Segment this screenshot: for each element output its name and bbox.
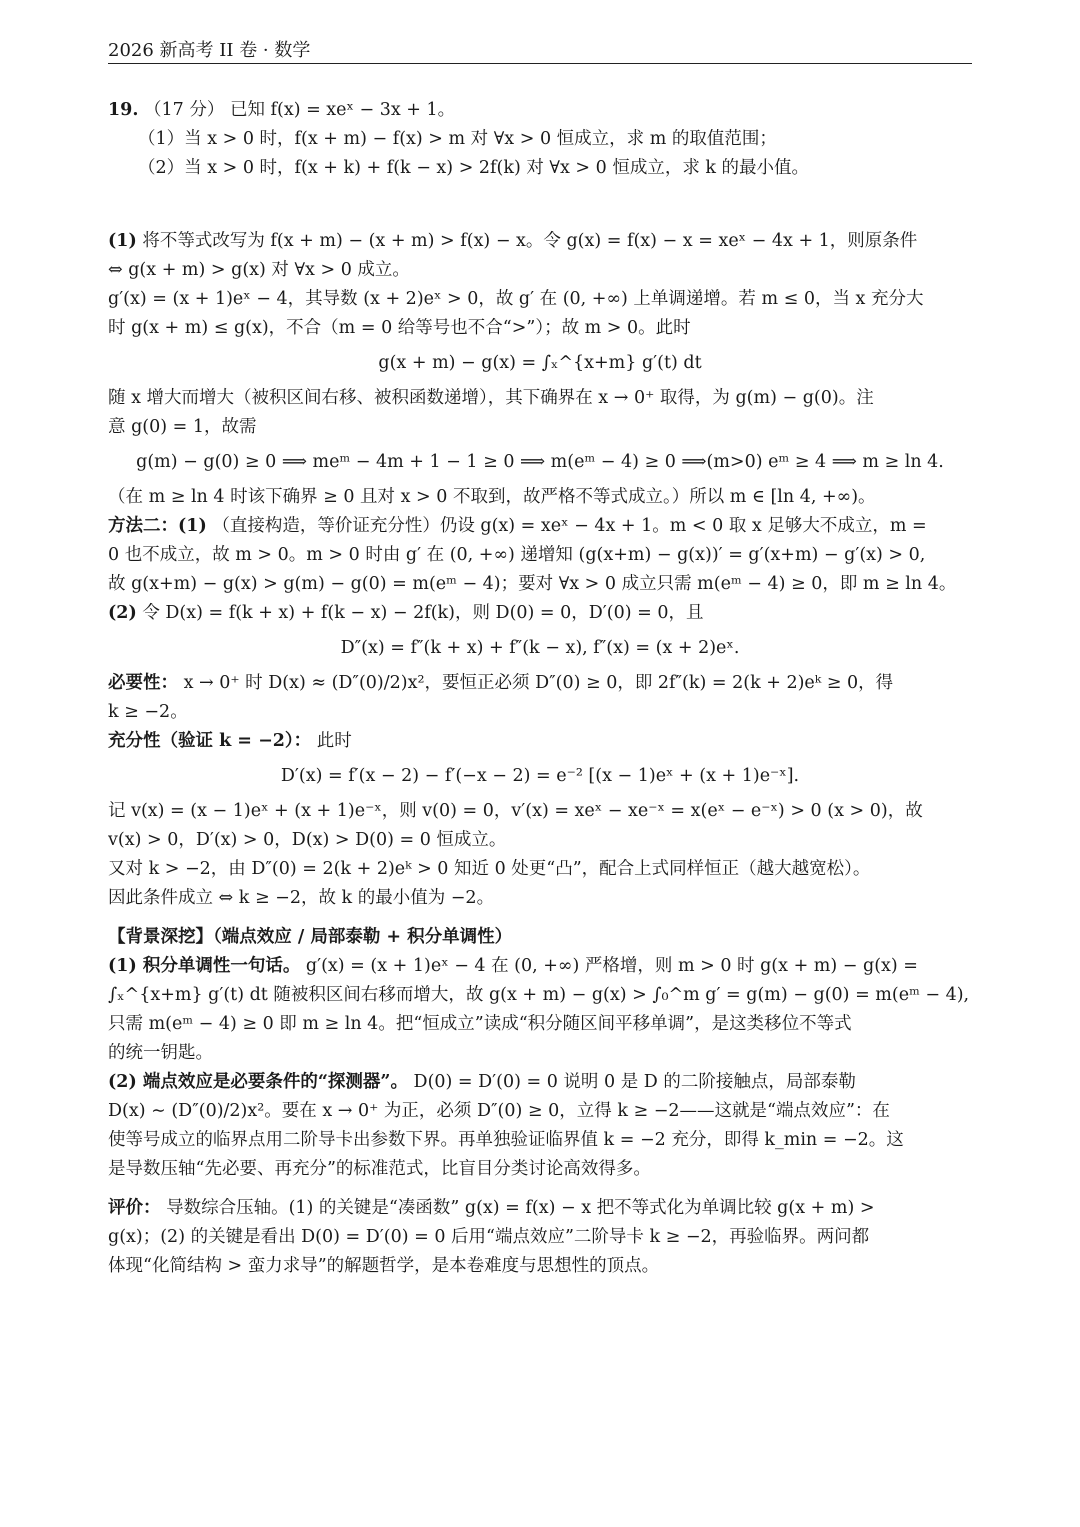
background-p2-text: D(0) = D′(0) = 0 说明 0 是 D 的二阶接触点，局部泰勒	[413, 1072, 856, 1092]
background-p2-line-3: 使等号成立的临界点用二阶导卡出参数下界。再单独验证临界值 k = −2 充分，即得 k_min = −2。这	[108, 1130, 904, 1150]
background-p1-line-2: ∫ₓ^{x+m} g′(t) dt 随被积区间右移而增大，故 g(x + m) − g(x) > ∫₀^m g′ = g(m) − g(0) = m(eᵐ − 4),	[108, 985, 970, 1005]
header-rule	[108, 63, 972, 64]
problem-part2: （2）当 x > 0 时，f(x + k) + f(k − x) > 2f(k) 对 ∀x > 0 恒成立，求 k 的最小值。	[138, 158, 810, 178]
evaluation-line-3: 体现“化简结构 > 蛮力求导”的解题哲学，是本卷难度与思想性的顶点。	[108, 1256, 660, 1276]
necessity-text: x → 0⁺ 时 D(x) ≈ (D″(0)/2)x²，要恒正必须 D″(0) ≥ 0，即 2f″(k) = 2(k + 2)eᵏ ≥ 0，得	[183, 673, 894, 693]
solution-2-line-1	[108, 599, 972, 628]
solution-1-line-7: （在 m ≥ ln 4 时该下确界 ≥ 0 且对 x > 0 不取到，故严格不等式成立。）所以 m ∈ [ln 4, +∞)。	[108, 487, 876, 507]
sufficiency-tag: 充分性（验证 k = −2）：	[108, 731, 312, 751]
necessity-tag: 必要性：	[108, 673, 178, 693]
problem-stem-line	[108, 96, 972, 125]
problem-stem: 已知 f(x) = xeˣ − 3x + 1。	[229, 100, 456, 120]
solution-2-tag: (2)	[108, 603, 137, 623]
sufficiency-line-3: v(x) > 0，D′(x) > 0，D(x) > D(0) = 0 恒成立。	[108, 830, 507, 850]
evaluation-line-1	[108, 1194, 972, 1223]
solution-1-line-4: 时 g(x + m) ≤ g(x)，不合（m = 0 给等号也不合“>”）；故 m > 0。此时	[108, 318, 691, 338]
background-p2-tag: (2) 端点效应是必要条件的“探测器”。	[108, 1072, 408, 1092]
method-2-line-2: 0 也不成立，故 m > 0。m > 0 时由 g′ 在 (0, +∞) 递增知 (g(x+m) − g(x))′ = g′(x+m) − g′(x) > 0,	[108, 545, 926, 565]
sufficiency-line-5: 因此条件成立 ⇔ k ≥ −2，故 k 的最小值为 −2。	[108, 888, 495, 908]
sufficiency-equation: D′(x) = f′(x − 2) − f′(−x − 2) = e⁻² [(x − 1)eˣ + (x + 1)e⁻ˣ].	[280, 766, 800, 786]
page-header: 2026 新高考 II 卷 · 数学	[108, 40, 311, 61]
evaluation-line-2: g(x)；(2) 的关键是看出 D(0) = D′(0) = 0 后用“端点效应”二阶导卡 k ≥ −2，再验临界。两问都	[108, 1227, 870, 1247]
solution-1-equation-2: g(m) − g(0) ≥ 0 ⟹ meᵐ − 4m + 1 − 1 ≥ 0 ⟹ m(eᵐ − 4) ≥ 0 ⟹(m>0) eᵐ ≥ 4 ⟹ m ≥ ln 4.	[136, 452, 944, 472]
page-content	[108, 96, 972, 1281]
background-p1-line-1	[108, 952, 972, 981]
method-2-tag: 方法二：(1)	[108, 516, 207, 536]
necessity-line-2: k ≥ −2。	[108, 702, 188, 722]
method-2-line-1	[108, 512, 972, 541]
sufficiency-line-4: 又对 k > −2，由 D″(0) = 2(k + 2)eᵏ > 0 知近 0 处更“凸”，配合上式同样恒正（越大越宽松）。	[108, 859, 871, 879]
solution-1-line-3: g′(x) = (x + 1)eˣ − 4，其导数 (x + 2)eˣ > 0，故 g′ 在 (0, +∞) 上单调递增。若 m ≤ 0，当 x 充分大	[108, 289, 924, 309]
sufficiency-text: 此时	[316, 731, 352, 751]
solution-1-line-1	[108, 227, 972, 256]
solution-2-equation-1: D″(x) = f″(k + x) + f″(k − x), f″(x) = (x + 2)eˣ.	[340, 638, 740, 658]
background-p2-line-2: D(x) ∼ (D″(0)/2)x²。要在 x → 0⁺ 为正，必须 D″(0) ≥ 0，立得 k ≥ −2——这就是“端点效应”：在	[108, 1101, 890, 1121]
background-p1-text: g′(x) = (x + 1)eˣ − 4 在 (0, +∞) 严格增，则 m > 0 时 g(x + m) − g(x) =	[305, 956, 918, 976]
problem-number: 19.	[108, 100, 139, 120]
method-2-line-3: 故 g(x+m) − g(x) > g(m) − g(0) = m(eᵐ − 4)；要对 ∀x > 0 成立只需 m(eᵐ − 4) ≥ 0，即 m ≥ ln 4。	[108, 574, 957, 594]
solution-1-equation-1: g(x + m) − g(x) = ∫ₓ^{x+m} g′(t) dt	[378, 353, 702, 373]
sufficiency-line-2: 记 v(x) = (x − 1)eˣ + (x + 1)e⁻ˣ，则 v(0) = 0，v′(x) = xeˣ − xe⁻ˣ = x(eˣ − e⁻ˣ) > 0 (x > 0)，故	[108, 801, 923, 821]
background-p2-line-4: 是导数压轴“先必要、再充分”的标准范式，比盲目分类讨论高效得多。	[108, 1159, 651, 1179]
necessity-line-1	[108, 669, 972, 698]
solution-1-line-2: ⇔ g(x + m) > g(x) 对 ∀x > 0 成立。	[108, 260, 410, 280]
background-p1-line-3: 只需 m(eᵐ − 4) ≥ 0 即 m ≥ ln 4。把“恒成立”读成“积分随区间平移单调”，是这类移位不等式	[108, 1014, 852, 1034]
problem-part1: （1）当 x > 0 时，f(x + m) − f(x) > m 对 ∀x > 0 恒成立，求 m 的取值范围；	[138, 129, 777, 149]
background-p1-line-4: 的统一钥匙。	[108, 1043, 213, 1063]
background-p2-line-1	[108, 1068, 972, 1097]
background-p1-tag: (1) 积分单调性一句话。	[108, 956, 301, 976]
solution-1-line-6: 意 g(0) = 1，故需	[108, 417, 257, 437]
solution-1-line-5: 随 x 增大而增大（被积区间右移、被积函数递增），其下确界在 x → 0⁺ 取得，为 g(m) − g(0)。注	[108, 388, 874, 408]
background-title: 【背景深挖】（端点效应 / 局部泰勒 + 积分单调性）	[108, 927, 513, 947]
evaluation-text: 导数综合压轴。(1) 的关键是“凑函数” g(x) = f(x) − x 把不等式化为单调比较 g(x + m) >	[166, 1198, 875, 1218]
solution-2-text: 令 D(x) = f(k + x) + f(k − x) − 2f(k)，则 D(0) = 0，D′(0) = 0，且	[142, 603, 704, 623]
problem-points: （17 分）	[144, 100, 225, 120]
solution-1-text: 将不等式改写为 f(x + m) − (x + m) > f(x) − x。令 g(x) = f(x) − x = xeˣ − 4x + 1，则原条件	[142, 231, 918, 251]
method-2-text: （直接构造，等价证充分性）仍设 g(x) = xeˣ − 4x + 1。m < 0 取 x 足够大不成立，m =	[212, 516, 927, 536]
evaluation-tag: 评价：	[108, 1198, 161, 1218]
sufficiency-line-1	[108, 727, 972, 756]
solution-1-tag: (1)	[108, 231, 137, 251]
